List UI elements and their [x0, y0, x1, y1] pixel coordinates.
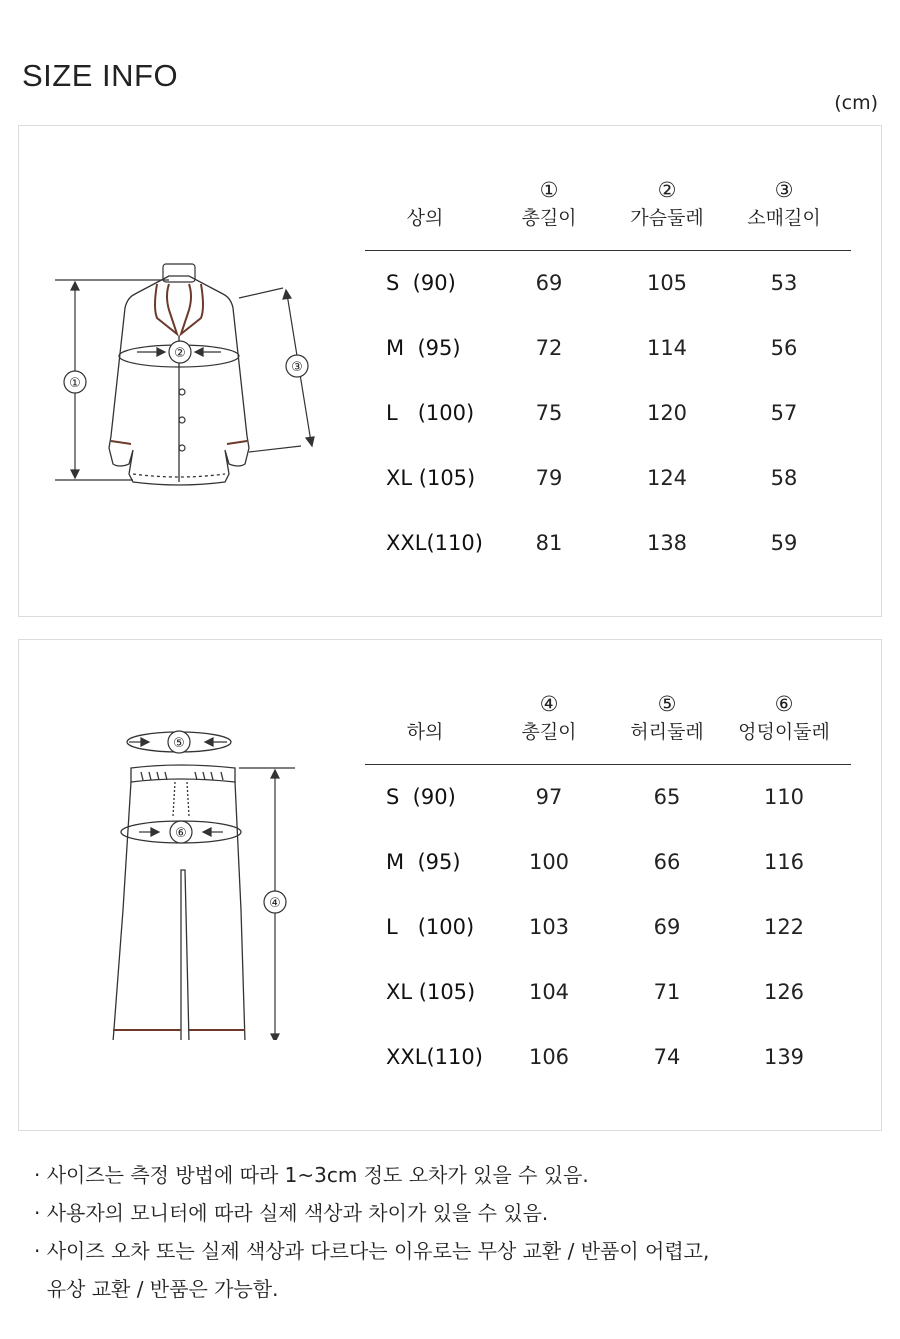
- table-row: M (95) 72 114 56: [386, 336, 798, 360]
- shirt-illustration-icon: [49, 236, 349, 536]
- pants-illustration-icon: [49, 720, 349, 1040]
- header-hip: ⑥ 엉덩이둘레: [738, 692, 830, 743]
- marker-4: ④: [269, 896, 281, 911]
- table-row: XL (105) 104 71 126: [386, 980, 805, 1004]
- marker-3: ③: [291, 360, 303, 375]
- header-sleeve: ③ 소매길이: [747, 178, 821, 229]
- table-row: XXL(110) 106 74 139: [386, 1045, 805, 1069]
- marker-6: ⑥: [175, 826, 187, 841]
- header-total-length: ④ 총길이: [521, 692, 577, 743]
- header-category: 상의: [406, 207, 444, 229]
- header-waist: ⑤ 허리둘레: [630, 692, 704, 743]
- table-row: S (90) 97 65 110: [386, 785, 805, 809]
- note-item: · 사이즈는 측정 방법에 따라 1~3cm 정도 오차가 있을 수 있음.: [34, 1163, 589, 1187]
- table-row: S (90) 69 105 53: [386, 271, 798, 295]
- table-row: M (95) 100 66 116: [386, 850, 805, 874]
- marker-1: ①: [69, 376, 81, 391]
- table-header: [365, 690, 851, 765]
- top-size-panel: [18, 125, 882, 617]
- bottom-size-panel: [18, 639, 882, 1131]
- header-category: 하의: [406, 721, 444, 743]
- table-row: XL (105) 79 124 58: [386, 466, 798, 490]
- size-notes: [34, 1156, 874, 1308]
- table-header: [365, 176, 851, 251]
- header-chest: ② 가슴둘레: [630, 178, 704, 229]
- table-row: L (100) 103 69 122: [386, 915, 805, 939]
- unit-label: (cm): [834, 92, 878, 114]
- bottom-size-table: [365, 690, 851, 1090]
- table-row: L (100) 75 120 57: [386, 401, 798, 425]
- marker-5: ⑤: [173, 736, 185, 751]
- top-size-table: [365, 176, 851, 576]
- note-item: · 사용자의 모니터에 따라 실제 색상과 차이가 있을 수 있음.: [34, 1201, 549, 1225]
- header-total-length: ① 총길이: [521, 178, 577, 229]
- marker-2: ②: [174, 346, 186, 361]
- note-item: 유상 교환 / 반품은 가능함.: [34, 1277, 279, 1301]
- page-title: SIZE INFO: [22, 58, 179, 93]
- note-item: · 사이즈 오차 또는 실제 색상과 다르다는 이유로는 무상 교환 / 반품이 어렵고,: [34, 1239, 710, 1263]
- table-row: XXL(110) 81 138 59: [386, 531, 798, 555]
